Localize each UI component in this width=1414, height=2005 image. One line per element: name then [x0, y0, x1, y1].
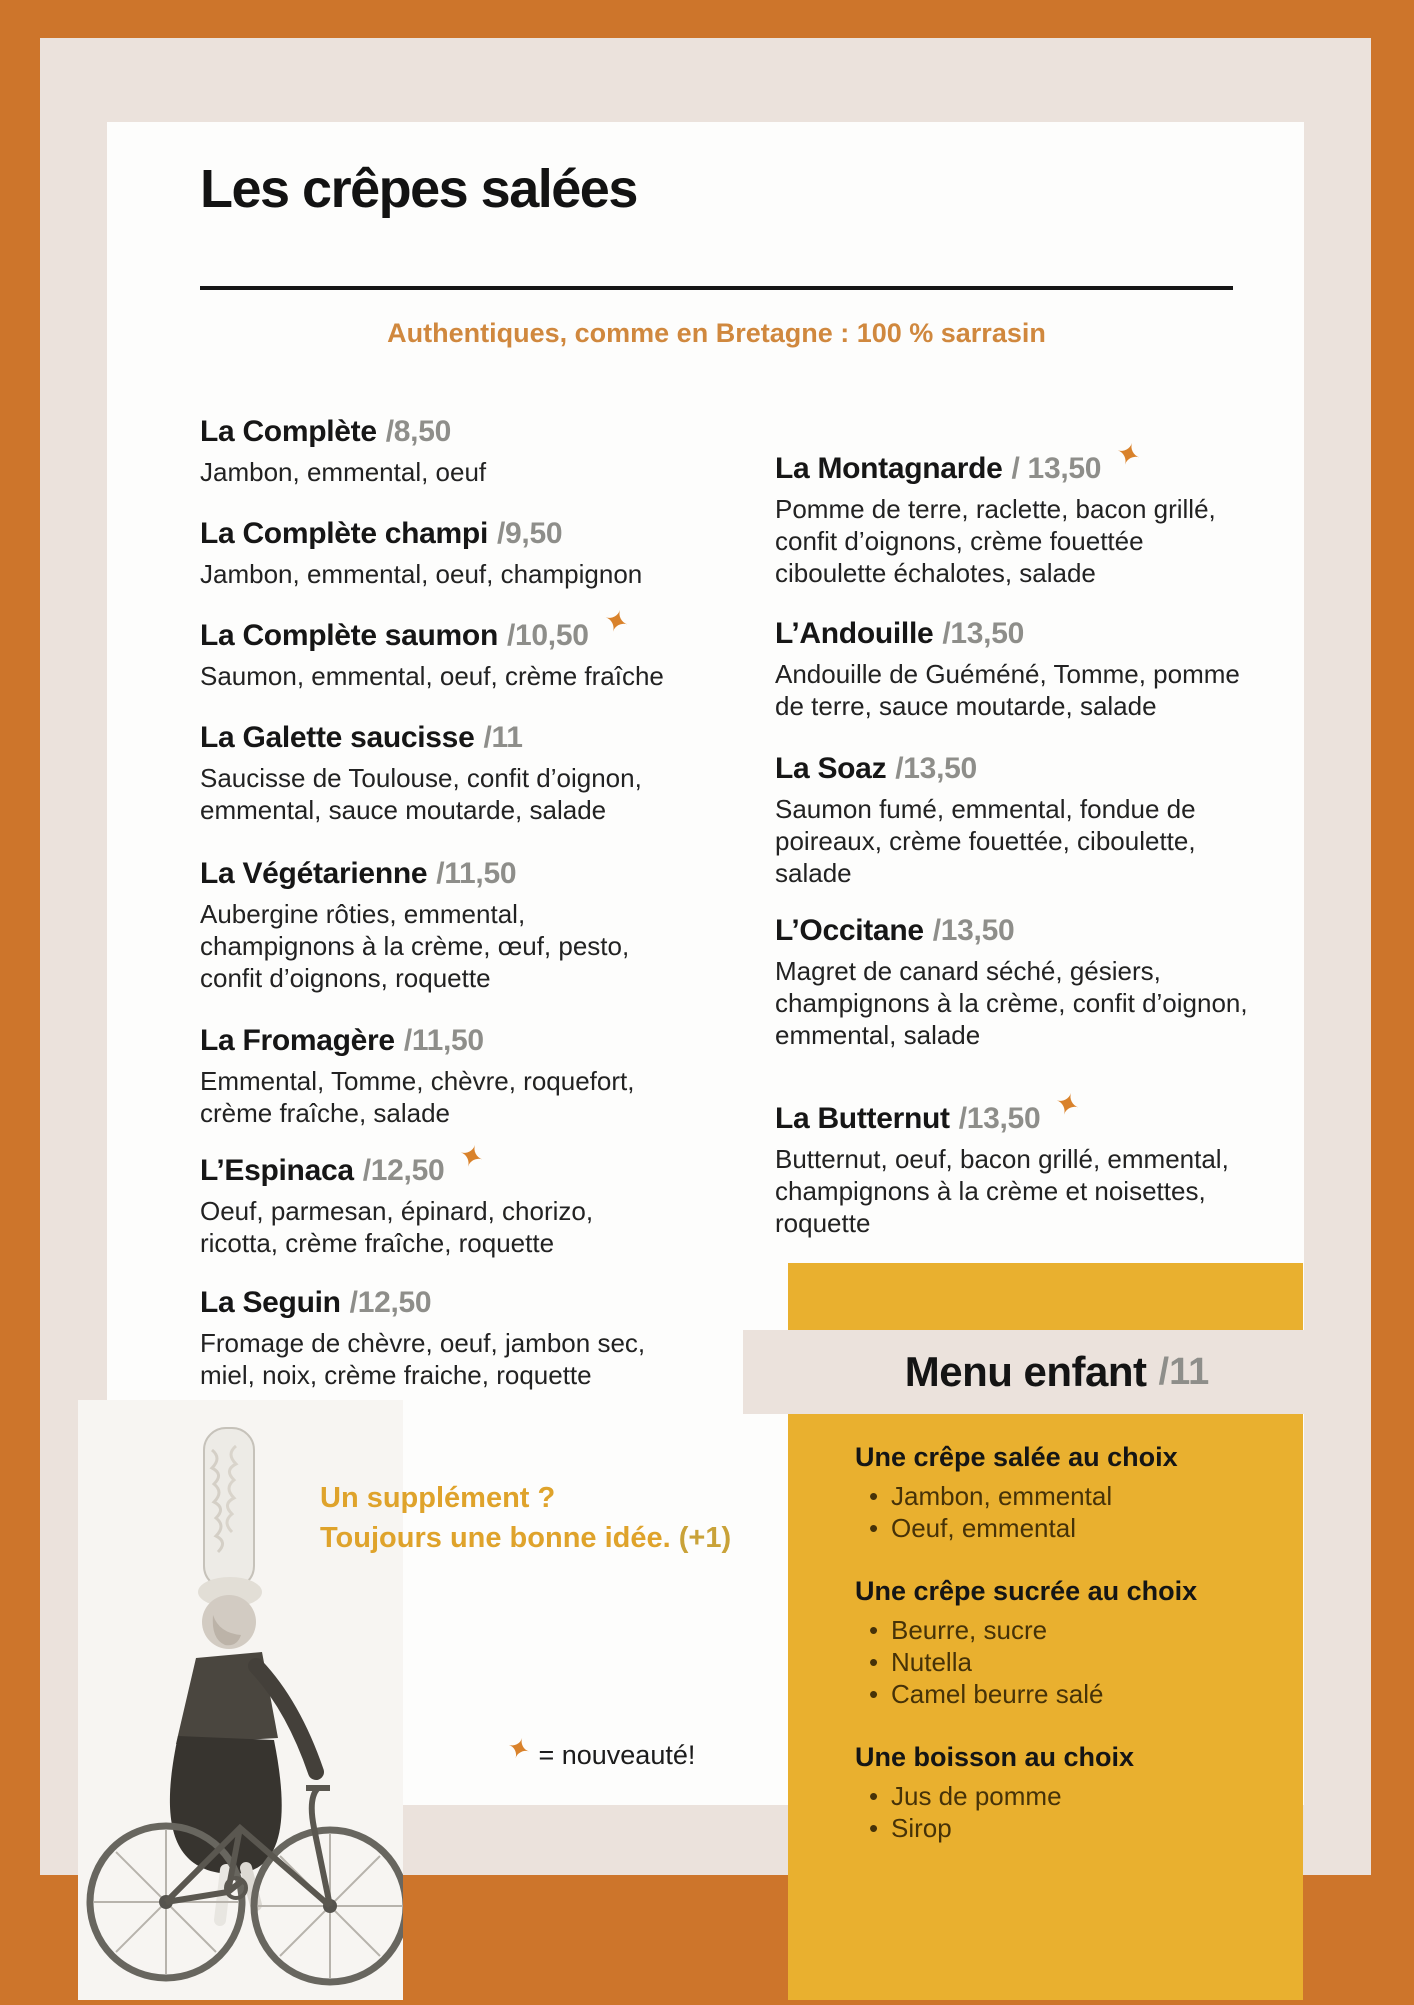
supplement-plus-one: (+1): [678, 1522, 732, 1554]
item-description: Saumon, emmental, oeuf, crème fraîche: [200, 661, 664, 691]
menu-item-la-montagnarde: [775, 434, 1255, 589]
menu-item-l-espinaca: [200, 1136, 670, 1259]
item-price: /13,50: [942, 617, 1024, 650]
item-title: [200, 1284, 670, 1322]
item-price: /13,50: [958, 1102, 1041, 1135]
supplement-line2-text: Toujours une bonne idée.: [320, 1522, 671, 1554]
item-description: Butternut, oeuf, bacon grillé, emmental, champignons à la crème et noisettes, roquette: [775, 1144, 1229, 1238]
kids-section-crepe-sucree: [855, 1574, 1285, 1710]
menu-item-la-complete: [200, 413, 670, 488]
kids-option: • Sirop: [855, 1812, 1285, 1844]
item-description: Saucisse de Toulouse, confit d’oignon, emmental, sauce moutarde, salade: [200, 763, 642, 825]
sparkle-icon: ✦: [1110, 434, 1146, 476]
novelty-legend-text: = nouveauté!: [538, 1740, 696, 1770]
item-description: Andouille de Guéméné, Tomme, pomme de terre, sauce moutarde, salade: [775, 659, 1240, 721]
menu-item-la-butternut: [775, 1084, 1255, 1239]
menu-item-la-soaz: [775, 750, 1255, 889]
menu-item-la-seguin: [200, 1284, 670, 1391]
item-title: [200, 855, 670, 893]
kids-option-list: [855, 1480, 1285, 1544]
supplement-line2: [320, 1518, 731, 1558]
item-description: Magret de canard séché, gésiers, champignons à la crème, confit d’oignon, emmental, salade: [775, 956, 1248, 1050]
item-price: /12,50: [349, 1286, 432, 1319]
item-title: [200, 515, 670, 553]
kids-option-list: [855, 1780, 1285, 1844]
page-subtitle: Authentiques, comme en Bretagne : 100 % sarrasin: [387, 318, 1046, 348]
item-title: [775, 912, 1255, 950]
item-price: / 13,50: [1011, 452, 1102, 485]
kids-menu-content: [855, 1440, 1285, 1874]
item-description: Pomme de terre, raclette, bacon grillé, confit d’oignons, crème fouettée ciboulette échalotes, salade: [775, 494, 1216, 588]
kids-menu-title-band: [743, 1330, 1371, 1414]
supplement-line1: Un supplément ?: [320, 1482, 556, 1514]
item-name: La Complète: [200, 415, 377, 448]
item-name: L’Andouille: [775, 617, 934, 650]
item-name: La Fromagère: [200, 1024, 395, 1057]
item-title: [775, 1084, 1255, 1138]
kids-section-boisson: [855, 1740, 1285, 1844]
kids-option: • Jus de pomme: [855, 1780, 1285, 1812]
item-title: [775, 750, 1255, 788]
item-name: La Complète champi: [200, 517, 488, 550]
item-name: La Seguin: [200, 1286, 341, 1319]
sparkle-icon: ✦: [502, 1729, 535, 1769]
menu-item-la-fromagere: [200, 1022, 670, 1129]
item-name: L’Espinaca: [200, 1154, 354, 1187]
kids-option: • Jambon, emmental: [855, 1480, 1285, 1512]
item-description: Aubergine rôties, emmental, champignons à la crème, œuf, pesto, confit d’oignons, roquette: [200, 899, 630, 993]
item-name: La Soaz: [775, 752, 887, 785]
page-title: Les crêpes salées: [200, 159, 637, 219]
menu-item-la-galette-saucisse: [200, 719, 670, 826]
kids-menu-price: /11: [1158, 1350, 1210, 1393]
menu-item-la-vegetarienne: [200, 855, 670, 994]
kids-option: • Camel beurre salé: [855, 1678, 1285, 1710]
item-title: [775, 434, 1255, 488]
novelty-legend: [502, 1729, 696, 1771]
item-description: Saumon fumé, emmental, fondue de poireaux, crème fouettée, ciboulette, salade: [775, 794, 1196, 888]
kids-option: • Oeuf, emmental: [855, 1512, 1285, 1544]
menu-item-la-complete-champi: [200, 515, 670, 590]
item-price: /13,50: [895, 752, 977, 785]
item-description: Emmental, Tomme, chèvre, roquefort, crème fraîche, salade: [200, 1066, 635, 1128]
supplement-note: [320, 1478, 731, 1558]
kids-section-header: Une crêpe salée au choix: [855, 1442, 1178, 1472]
item-title: [200, 719, 670, 757]
item-description: Jambon, emmental, oeuf: [200, 457, 487, 487]
menu-item-la-complete-saumon: [200, 601, 670, 692]
item-title: [775, 615, 1255, 653]
item-price: /11: [483, 721, 523, 754]
item-title: [200, 413, 670, 451]
item-title: [200, 1022, 670, 1060]
sparkle-icon: ✦: [454, 1136, 489, 1178]
item-price: /8,50: [385, 415, 451, 448]
item-description: Oeuf, parmesan, épinard, chorizo, ricotta, crème fraîche, roquette: [200, 1196, 594, 1258]
kids-option-list: [855, 1614, 1285, 1710]
item-name: La Butternut: [775, 1102, 950, 1135]
item-name: La Galette saucisse: [200, 721, 475, 754]
kids-section-header: Une boisson au choix: [855, 1742, 1135, 1772]
kids-section-header: Une crêpe sucrée au choix: [855, 1576, 1198, 1606]
sparkle-icon: ✦: [1050, 1084, 1085, 1126]
kids-option: • Beurre, sucre: [855, 1614, 1285, 1646]
kids-option: • Nutella: [855, 1646, 1285, 1678]
item-name: L’Occitane: [775, 914, 924, 947]
kids-section-crepe-salee: [855, 1440, 1285, 1544]
item-title: [200, 601, 670, 655]
kids-menu-title: Menu enfant: [904, 1348, 1147, 1395]
title-underline: [200, 286, 1233, 290]
item-description: Jambon, emmental, oeuf, champignon: [200, 559, 643, 589]
item-name: La Végétarienne: [200, 857, 428, 890]
item-title: [200, 1136, 670, 1190]
item-description: Fromage de chèvre, oeuf, jambon sec, miel, noix, crème fraiche, roquette: [200, 1328, 646, 1390]
item-name: La Montagnarde: [775, 452, 1003, 485]
item-price: /11,50: [436, 857, 517, 890]
menu-item-l-andouille: [775, 615, 1255, 722]
sparkle-icon: ✦: [598, 601, 633, 643]
item-name: La Complète saumon: [200, 619, 498, 652]
item-price: /11,50: [403, 1024, 484, 1057]
item-price: /12,50: [362, 1154, 445, 1187]
item-price: /9,50: [497, 517, 563, 550]
item-price: /13,50: [932, 914, 1015, 947]
item-price: /10,50: [506, 619, 589, 652]
menu-item-l-occitane: [775, 912, 1255, 1051]
